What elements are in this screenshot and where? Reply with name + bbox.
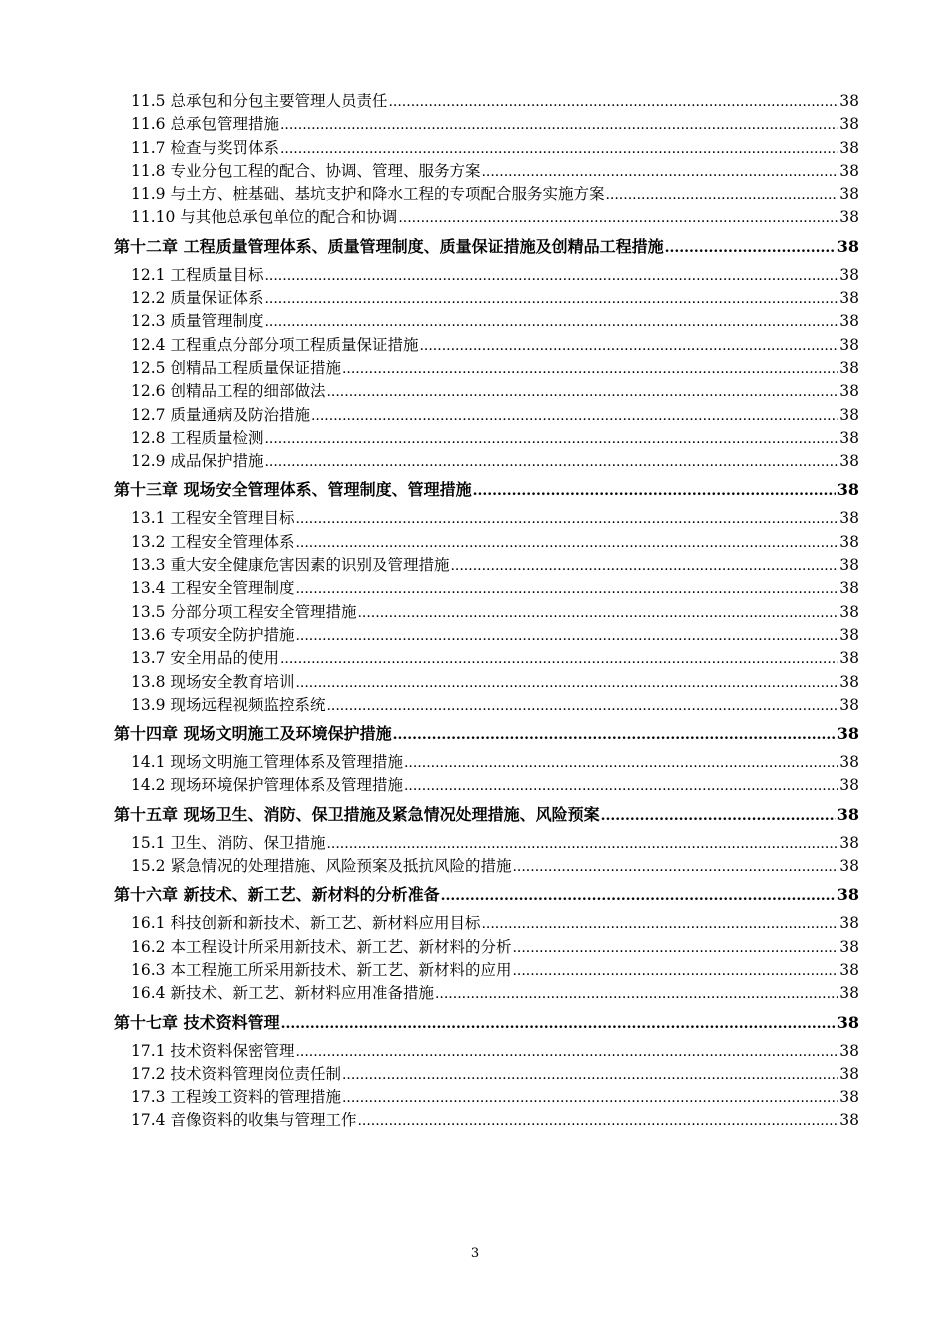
toc-section-entry[interactable] bbox=[114, 774, 859, 797]
toc-section-entry[interactable] bbox=[114, 357, 859, 380]
toc-entry-title: 11.9 与土方、桩基础、基坑支护和降水工程的专项配合服务实施方案 bbox=[131, 183, 605, 206]
dot-leader bbox=[311, 405, 838, 427]
toc-entry-title: 12.2 质量保证体系 bbox=[131, 287, 264, 310]
dot-leader bbox=[435, 983, 838, 1005]
dot-leader bbox=[481, 161, 838, 183]
page-number: 3 bbox=[470, 1246, 480, 1261]
toc-entry-page: 38 bbox=[839, 358, 859, 377]
dot-leader bbox=[295, 625, 838, 647]
toc-entry-page: 38 bbox=[839, 579, 859, 598]
toc-section-entry[interactable] bbox=[114, 601, 859, 624]
dot-leader bbox=[404, 775, 838, 797]
toc-entry-page: 38 bbox=[839, 1041, 859, 1060]
dot-leader bbox=[605, 184, 838, 206]
toc-section-entry[interactable] bbox=[114, 751, 859, 774]
toc-entry-page: 38 bbox=[839, 602, 859, 621]
dot-leader bbox=[512, 960, 838, 982]
toc-entry-page: 38 bbox=[839, 753, 859, 772]
toc-entry-title: 17.1 技术资料保密管理 bbox=[131, 1040, 295, 1063]
dot-leader bbox=[295, 508, 838, 530]
dot-leader bbox=[450, 555, 838, 577]
toc-entry-page: 38 bbox=[839, 1064, 859, 1083]
toc-entry-title: 13.4 工程安全管理制度 bbox=[131, 577, 295, 600]
dot-leader bbox=[342, 1087, 838, 1109]
dot-leader bbox=[326, 381, 838, 403]
dot-leader bbox=[473, 479, 836, 502]
dot-leader bbox=[404, 752, 838, 774]
toc-entry-page: 38 bbox=[839, 509, 859, 528]
toc-entry-title: 12.7 质量通病及防治措施 bbox=[131, 404, 311, 427]
dot-leader bbox=[481, 913, 838, 935]
dot-leader bbox=[295, 1041, 838, 1063]
toc-section-entry[interactable] bbox=[114, 832, 859, 855]
dot-leader bbox=[264, 428, 838, 450]
toc-section-entry[interactable] bbox=[114, 137, 859, 160]
toc-section-entry[interactable] bbox=[114, 531, 859, 554]
toc-entry-title: 16.2 本工程设计所采用新技术、新工艺、新材料的分析 bbox=[131, 936, 512, 959]
dot-leader bbox=[441, 884, 836, 907]
dot-leader bbox=[512, 937, 838, 959]
toc-entry-title: 第十三章 现场安全管理体系、管理制度、管理措施 bbox=[114, 478, 473, 502]
toc-section-entry[interactable] bbox=[114, 647, 859, 670]
toc-entry-title: 14.2 现场环境保护管理体系及管理措施 bbox=[131, 774, 404, 797]
toc-entry-title: 12.5 创精品工程质量保证措施 bbox=[131, 357, 342, 380]
toc-section-entry[interactable] bbox=[114, 310, 859, 333]
toc-entry-title: 第十七章 技术资料管理 bbox=[114, 1011, 281, 1035]
toc-entry-page: 38 bbox=[839, 672, 859, 691]
toc-entry-title: 11.5 总承包和分包主要管理人员责任 bbox=[131, 90, 388, 113]
toc-entry-title: 15.2 紧急情况的处理措施、风险预案及抵抗风险的措施 bbox=[131, 855, 512, 878]
toc-section-entry[interactable] bbox=[114, 671, 859, 694]
toc-entry-title: 16.3 本工程施工所采用新技术、新工艺、新材料的应用 bbox=[131, 959, 512, 982]
dot-leader bbox=[357, 1110, 838, 1132]
toc-section-entry[interactable] bbox=[114, 334, 859, 357]
dot-leader bbox=[398, 207, 838, 229]
toc-section-entry[interactable] bbox=[114, 554, 859, 577]
table-of-contents bbox=[114, 90, 859, 1133]
dot-leader bbox=[264, 265, 838, 287]
toc-section-entry[interactable] bbox=[114, 1063, 859, 1086]
toc-entry-page: 38 bbox=[839, 960, 859, 979]
toc-entry-page: 38 bbox=[839, 914, 859, 933]
toc-entry-title: 12.1 工程质量目标 bbox=[131, 264, 264, 287]
toc-entry-title: 12.8 工程质量检测 bbox=[131, 427, 264, 450]
toc-entry-title: 17.2 技术资料管理岗位责任制 bbox=[131, 1063, 342, 1086]
toc-section-entry[interactable] bbox=[114, 206, 859, 229]
toc-section-entry[interactable] bbox=[114, 264, 859, 287]
toc-entry-page: 38 bbox=[839, 312, 859, 331]
toc-entry-page: 38 bbox=[839, 984, 859, 1003]
toc-section-entry[interactable] bbox=[114, 577, 859, 600]
toc-entry-page: 38 bbox=[836, 236, 859, 256]
toc-entry-page: 38 bbox=[839, 937, 859, 956]
toc-entry-page: 38 bbox=[839, 776, 859, 795]
toc-chapter-entry[interactable] bbox=[114, 722, 859, 746]
toc-section-entry[interactable] bbox=[114, 1109, 859, 1132]
toc-entry-title: 12.9 成品保护措施 bbox=[131, 450, 264, 473]
toc-entry-page: 38 bbox=[836, 804, 859, 824]
dot-leader bbox=[393, 723, 836, 746]
toc-entry-title: 第十五章 现场卫生、消防、保卫措施及紧急情况处理措施、风险预案 bbox=[114, 803, 601, 827]
toc-entry-title: 12.6 创精品工程的细部做法 bbox=[131, 380, 326, 403]
toc-entry-page: 38 bbox=[839, 265, 859, 284]
toc-entry-page: 38 bbox=[839, 92, 859, 110]
toc-entry-page: 38 bbox=[839, 382, 859, 401]
toc-entry-title: 11.10 与其他总承包单位的配合和协调 bbox=[131, 206, 398, 229]
toc-entry-title: 13.9 现场远程视频监控系统 bbox=[131, 694, 326, 717]
dot-leader bbox=[280, 648, 838, 670]
toc-entry-title: 16.4 新技术、新工艺、新材料应用准备措施 bbox=[131, 982, 435, 1005]
toc-entry-page: 38 bbox=[839, 1111, 859, 1130]
dot-leader bbox=[512, 856, 838, 878]
dot-leader bbox=[295, 578, 838, 600]
toc-section-entry[interactable] bbox=[114, 982, 859, 1005]
dot-leader bbox=[264, 311, 838, 333]
toc-entry-title: 17.3 工程竣工资料的管理措施 bbox=[131, 1086, 342, 1109]
toc-entry-title: 13.2 工程安全管理体系 bbox=[131, 531, 295, 554]
toc-entry-page: 38 bbox=[839, 532, 859, 551]
dot-leader bbox=[295, 532, 838, 554]
toc-section-entry[interactable] bbox=[114, 912, 859, 935]
toc-section-entry[interactable] bbox=[114, 160, 859, 183]
toc-entry-page: 38 bbox=[839, 161, 859, 180]
toc-section-entry[interactable] bbox=[114, 624, 859, 647]
toc-entry-title: 14.1 现场文明施工管理体系及管理措施 bbox=[131, 751, 404, 774]
toc-section-entry[interactable] bbox=[114, 183, 859, 206]
toc-entry-page: 38 bbox=[839, 185, 859, 204]
dot-leader bbox=[295, 672, 838, 694]
toc-entry-title: 13.5 分部分项工程安全管理措施 bbox=[131, 601, 357, 624]
toc-entry-title: 第十二章 工程质量管理体系、质量管理制度、质量保证措施及创精品工程措施 bbox=[114, 235, 665, 259]
dot-leader bbox=[326, 695, 838, 717]
dot-leader bbox=[357, 602, 838, 624]
toc-section-entry[interactable] bbox=[114, 855, 859, 878]
toc-section-entry[interactable] bbox=[114, 427, 859, 450]
toc-entry-title: 16.1 科技创新和新技术、新工艺、新材料应用目标 bbox=[131, 912, 481, 935]
toc-entry-title: 11.7 检查与奖罚体系 bbox=[131, 137, 280, 160]
toc-entry-page: 38 bbox=[836, 1012, 859, 1032]
toc-section-entry[interactable] bbox=[114, 287, 859, 310]
toc-entry-page: 38 bbox=[839, 695, 859, 714]
toc-section-entry[interactable] bbox=[114, 694, 859, 717]
toc-entry-page: 38 bbox=[839, 208, 859, 227]
toc-entry-page: 38 bbox=[836, 885, 859, 905]
toc-entry-page: 38 bbox=[839, 452, 859, 471]
toc-entry-page: 38 bbox=[839, 115, 859, 134]
toc-section-entry[interactable] bbox=[114, 959, 859, 982]
toc-entry-page: 38 bbox=[839, 405, 859, 424]
toc-entry-title: 第十四章 现场文明施工及环境保护措施 bbox=[114, 722, 393, 746]
dot-leader bbox=[264, 288, 838, 310]
toc-entry-title: 13.8 现场安全教育培训 bbox=[131, 671, 295, 694]
toc-chapter-entry[interactable] bbox=[114, 1011, 859, 1035]
toc-section-entry[interactable] bbox=[114, 380, 859, 403]
dot-leader bbox=[388, 91, 838, 113]
toc-entry-title: 12.4 工程重点分部分项工程质量保证措施 bbox=[131, 334, 419, 357]
toc-section-entry[interactable] bbox=[114, 113, 859, 136]
toc-entry-title: 第十六章 新技术、新工艺、新材料的分析准备 bbox=[114, 883, 441, 907]
toc-chapter-entry[interactable] bbox=[114, 803, 859, 827]
dot-leader bbox=[601, 804, 836, 827]
toc-entry-page: 38 bbox=[839, 857, 859, 876]
toc-entry-page: 38 bbox=[839, 1088, 859, 1107]
toc-entry-page: 38 bbox=[839, 556, 859, 575]
toc-chapter-entry[interactable] bbox=[114, 478, 859, 502]
toc-section-entry[interactable] bbox=[114, 450, 859, 473]
dot-leader bbox=[419, 335, 838, 357]
toc-entry-title: 11.6 总承包管理措施 bbox=[131, 113, 280, 136]
toc-entry-title: 13.6 专项安全防护措施 bbox=[131, 624, 295, 647]
toc-entry-title: 13.1 工程安全管理目标 bbox=[131, 507, 295, 530]
toc-entry-page: 38 bbox=[839, 428, 859, 447]
toc-entry-page: 38 bbox=[839, 833, 859, 852]
toc-section-entry[interactable] bbox=[114, 936, 859, 959]
dot-leader bbox=[326, 833, 838, 855]
toc-entry-title: 15.1 卫生、消防、保卫措施 bbox=[131, 832, 326, 855]
toc-section-entry[interactable] bbox=[114, 404, 859, 427]
toc-section-entry[interactable] bbox=[114, 1040, 859, 1063]
toc-entry-title: 12.3 质量管理制度 bbox=[131, 310, 264, 333]
toc-entry-page: 38 bbox=[836, 480, 859, 500]
dot-leader bbox=[281, 1012, 836, 1035]
dot-leader bbox=[342, 1064, 838, 1086]
toc-chapter-entry[interactable] bbox=[114, 235, 859, 259]
toc-entry-page: 38 bbox=[836, 724, 859, 744]
toc-entry-title: 13.7 安全用品的使用 bbox=[131, 647, 280, 670]
toc-entry-title: 17.4 音像资料的收集与管理工作 bbox=[131, 1109, 357, 1132]
toc-entry-page: 38 bbox=[839, 335, 859, 354]
toc-entry-page: 38 bbox=[839, 649, 859, 668]
toc-section-entry[interactable] bbox=[114, 90, 859, 113]
toc-entry-title: 11.8 专业分包工程的配合、协调、管理、服务方案 bbox=[131, 160, 481, 183]
toc-entry-page: 38 bbox=[839, 138, 859, 157]
dot-leader bbox=[342, 358, 838, 380]
toc-entry-page: 38 bbox=[839, 289, 859, 308]
toc-entry-title: 13.3 重大安全健康危害因素的识别及管理措施 bbox=[131, 554, 450, 577]
dot-leader bbox=[264, 451, 838, 473]
toc-section-entry[interactable] bbox=[114, 507, 859, 530]
toc-chapter-entry[interactable] bbox=[114, 883, 859, 907]
dot-leader bbox=[665, 236, 836, 259]
dot-leader bbox=[280, 138, 838, 160]
toc-section-entry[interactable] bbox=[114, 1086, 859, 1109]
toc-entry-page: 38 bbox=[839, 625, 859, 644]
dot-leader bbox=[280, 114, 838, 136]
